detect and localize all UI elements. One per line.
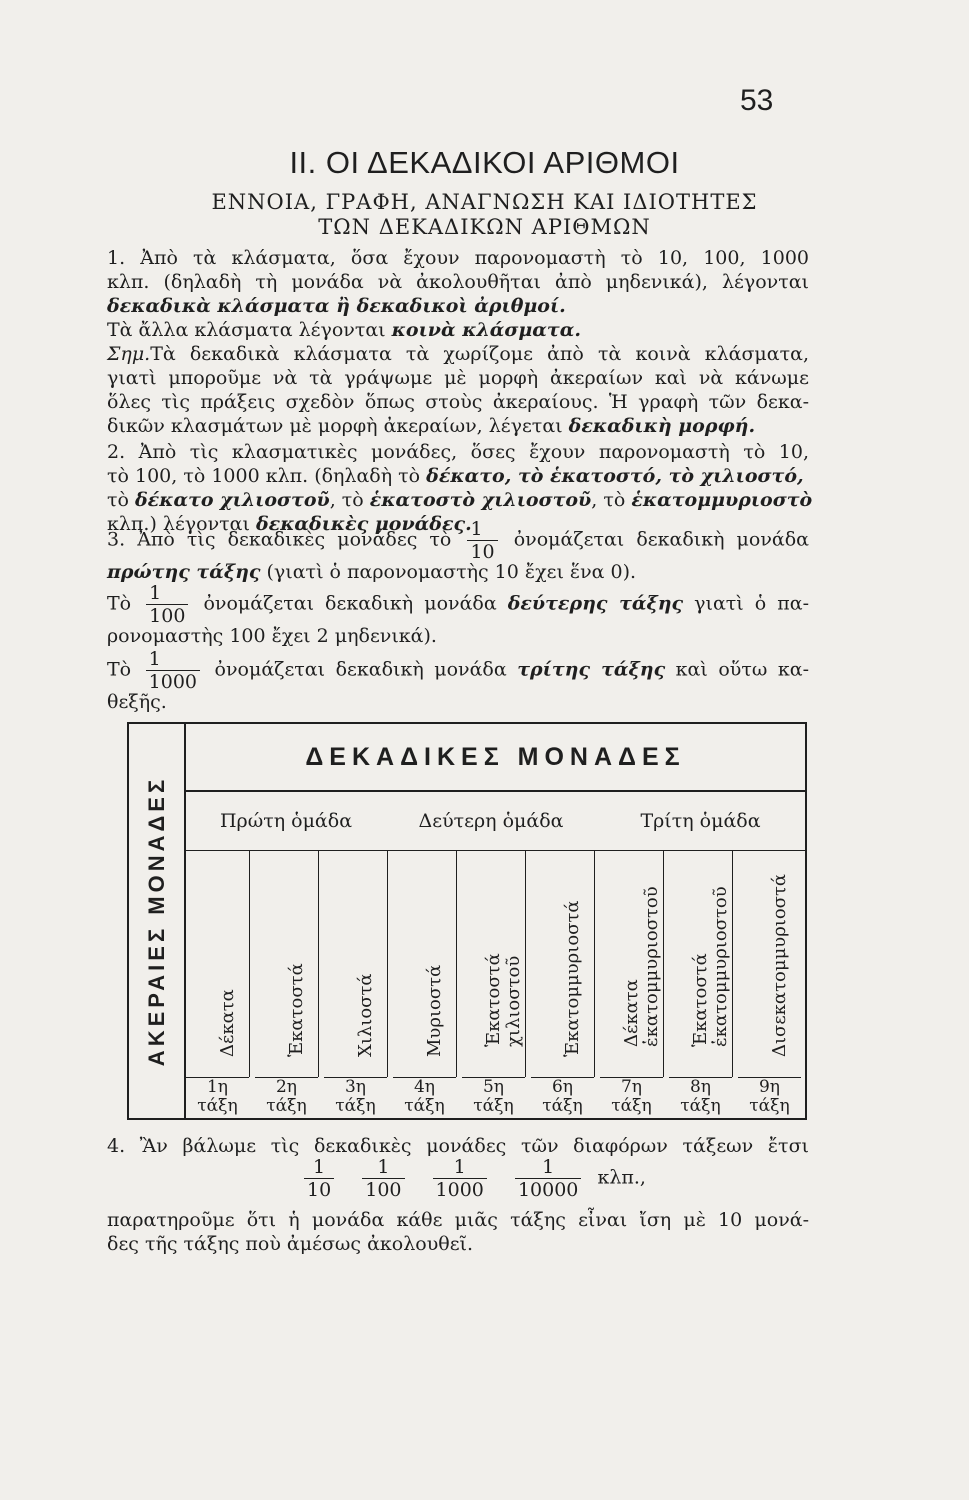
- paragraph-1-line-4: Τὰ ἄλλα κλάσματα λέγονται κοινὰ κλάσματα.: [107, 319, 581, 341]
- fraction-one-tenth: $\frac{1}{10}$: [467, 518, 497, 563]
- order-cell: 9η τάξη: [738, 1077, 801, 1121]
- paragraph-3-line-1: 3. Ἀπὸ τὶς δεκαδικὲς μονάδες τὸ $\frac{1}{10}$ ὀνομάζεται δεκαδικὴ μονάδα: [107, 518, 809, 563]
- order-cell: 1η τάξη: [186, 1077, 249, 1121]
- paragraph-2-line-4: κλπ.) λέγονται δεκαδικὲς μονάδες.: [107, 513, 472, 535]
- fraction: $\frac{1}{10000}$: [515, 1156, 581, 1201]
- order-cell: 4η τάξη: [393, 1077, 456, 1121]
- paragraph-2-line-3: τὸ δέκατο χιλιοστοῦ, τὸ ἑκατοστὸ χιλιοστοῦ, τὸ ἑκατομμυριοστὸ: [107, 489, 813, 511]
- integer-units-band: [129, 724, 186, 1118]
- fraction-sequence: $\frac{1}{10}$ $\frac{1}{100}$ $\frac{1}{1000}$ $\frac{1}{10000}$ κλπ.,: [300, 1156, 646, 1201]
- paragraph-2-line-2: τὸ 100, τὸ 1000 κλπ. (δηλαδὴ τὸ δέκατο, τὸ ἑκατοστό, τὸ χιλιοστό,: [107, 465, 804, 487]
- group-second: Δεύτερη ὁμάδα: [386, 792, 596, 851]
- paragraph-1-line-1: 1. Ἀπὸ τὰ κλάσματα, ὅσα ἔχουν παρονομαστὴ τὸ 10, 100, 1000: [107, 247, 809, 269]
- column-header: Ἑκατοστά ἑκατομμυριοστοῦ: [669, 851, 733, 1077]
- note-line-1: Σημ.Τὰ δεκαδικὰ κλάσματα τὰ χωρίζομε ἀπὸ τὰ κοινὰ κλάσματα,: [107, 343, 809, 365]
- fraction-one-hundredth: $\frac{1}{100}$: [146, 582, 188, 627]
- paragraph-3-line-5: Τὸ $\frac{1}{1000}$ ὀνομάζεται δεκαδικὴ μονάδα τρίτης τάξης καὶ οὕτω κα-: [107, 648, 809, 693]
- section-subtitle-1: ΕΝΝΟΙΑ, ΓΡΑΦΗ, ΑΝΑΓΝΩΣΗ ΚΑΙ ΙΔΙΟΤΗΤΕΣ: [211, 190, 758, 214]
- paragraph-3-line-3: Τὸ $\frac{1}{100}$ ὀνομάζεται δεκαδικὴ μονάδα δεύτερης τάξης γιατὶ ὁ πα-: [107, 582, 810, 627]
- order-cell: 2η τάξη: [255, 1077, 318, 1121]
- paragraph-3-line-2: πρώτης τάξης (γιατὶ ὁ παρονομαστὴς 10 ἔχει ἕνα 0).: [107, 561, 637, 583]
- decimal-units-table: [127, 722, 807, 1120]
- column-header: Χιλιοστά: [324, 851, 388, 1077]
- paragraph-3-line-4: ρονομαστὴς 100 ἔχει 2 μηδενικά).: [107, 625, 437, 647]
- column-header: Δέκατα ἑκατομμυριοστοῦ: [600, 851, 664, 1077]
- column-header: Ἑκατοστά: [255, 851, 319, 1077]
- column-header: Ἑκατομμυριοστά: [531, 851, 595, 1077]
- order-cell: 3η τάξη: [324, 1077, 387, 1121]
- order-cell: 5η τάξη: [462, 1077, 525, 1121]
- column-header: Ἑκατοστά χιλιοστοῦ: [462, 851, 526, 1077]
- group-third: Τρίτη ὁμάδα: [596, 792, 805, 851]
- column-header: Μυριοστά: [393, 851, 457, 1077]
- paragraph-4-line-4: δες τῆς τάξης ποὺ ἀμέσως ἀκολουθεῖ.: [107, 1233, 474, 1255]
- order-cell: 8η τάξη: [669, 1077, 732, 1121]
- decimal-units-title: ΔΕΚΑΔΙΚΕΣ ΜΟΝΑΔΕΣ: [186, 724, 805, 792]
- section-subtitle-2: ΤΩΝ ΔΕΚΑΔΙΚΩΝ ΑΡΙΘΜΩΝ: [318, 215, 651, 239]
- paragraph-1-line-2: κλπ. (δηλαδὴ τὴ μονάδα νὰ ἀκολουθῆται ἀπὸ μηδενικά), λέγονται: [107, 271, 809, 293]
- note-line-2: γιατὶ μποροῦμε νὰ τὰ γράψωμε μὲ μορφὴ ἀκεραίων καὶ νὰ κάνωμε: [107, 367, 809, 389]
- order-cell: 6η τάξη: [531, 1077, 594, 1121]
- note-line-3: ὅλες τὶς πράξεις σχεδὸν ὅπως στοὺς ἀκεραίους. Ἡ γραφὴ τῶν δεκα-: [107, 391, 809, 413]
- paragraph-3-line-6: θεξῆς.: [107, 691, 167, 713]
- chapter-title: II. ΟΙ ΔΕΚΑΔΙΚΟΙ ΑΡΙΘΜΟΙ: [289, 145, 680, 180]
- paragraph-2-line-1: 2. Ἀπὸ τὶς κλασματικὲς μονάδες, ὅσες ἔχουν παρονομαστὴ τὸ 10,: [107, 441, 809, 463]
- page-number: 53: [740, 84, 774, 117]
- group-first: Πρώτη ὁμάδα: [186, 792, 386, 851]
- fraction: $\frac{1}{1000}$: [433, 1156, 487, 1201]
- paragraph-1-line-3: δεκαδικὰ κλάσματα ἢ δεκαδικοὶ ἀριθμοί.: [107, 295, 566, 317]
- fraction: $\frac{1}{100}$: [362, 1156, 404, 1201]
- paragraph-4-line-1: 4. Ἂν βάλωμε τὶς δεκαδικὲς μονάδες τῶν διαφόρων τάξεων ἔτσι: [107, 1135, 809, 1157]
- note-line-4: δικῶν κλασμάτων μὲ μορφὴ ἀκεραίων, λέγεται δεκαδικὴ μορφή.: [107, 415, 756, 437]
- order-cell: 7η τάξη: [600, 1077, 663, 1121]
- paragraph-4-line-3: παρατηροῦμε ὅτι ἡ μονάδα κάθε μιᾶς τάξης εἶναι ἴση μὲ 10 μονά-: [107, 1209, 809, 1231]
- fraction: $\frac{1}{10}$: [304, 1156, 334, 1201]
- column-header: Δέκατα: [186, 851, 250, 1077]
- fraction-one-thousandth: $\frac{1}{1000}$: [146, 648, 200, 693]
- integer-units-label: ΑΚΕΡΑΙΕΣ ΜΟΝΑΔΕΣ: [144, 775, 169, 1067]
- column-header: Δισεκατομμυριοστά: [768, 873, 790, 1057]
